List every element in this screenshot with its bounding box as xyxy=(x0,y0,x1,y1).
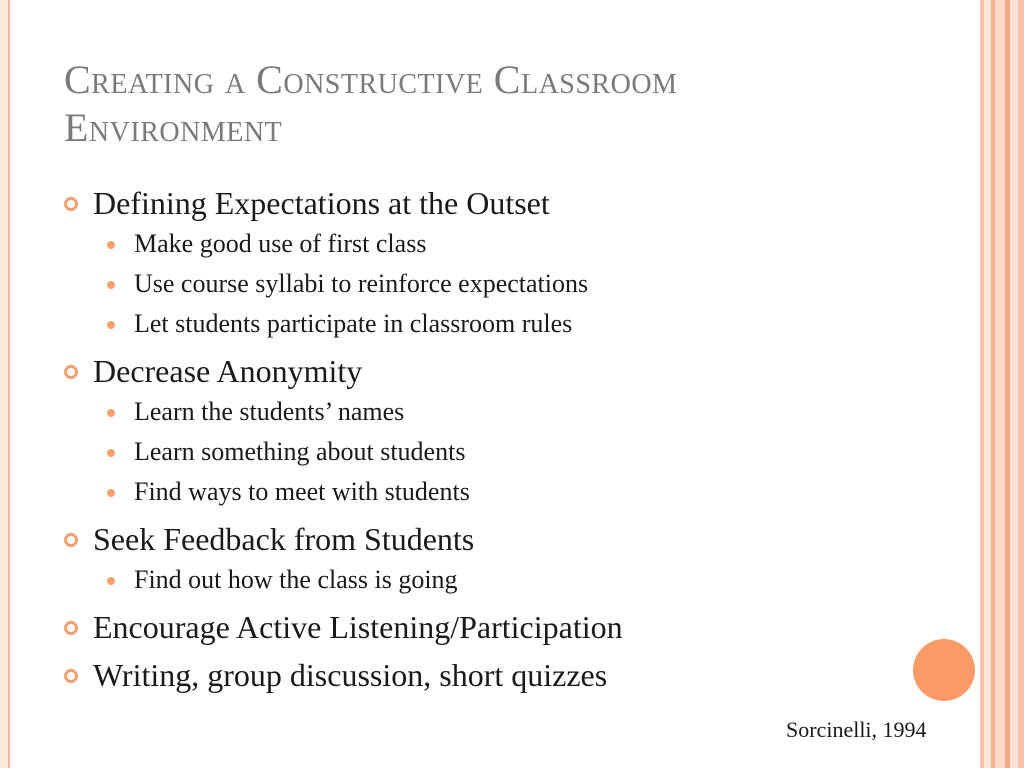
citation: Sorcinelli, 1994 xyxy=(786,717,927,742)
sub-bullet-text: Use course syllabi to reinforce expectations xyxy=(134,269,589,298)
bullet-writing-group-discussion xyxy=(62,654,922,696)
bullet-text: Encourage Active Listening/Participation xyxy=(93,609,623,645)
dot-bullet-icon xyxy=(107,449,115,457)
sub-bullet xyxy=(62,264,922,304)
right-stripe-4 xyxy=(995,0,1005,768)
sub-bullet xyxy=(62,560,922,600)
dot-bullet-icon xyxy=(107,281,115,289)
right-stripe-6 xyxy=(1010,0,1018,768)
bullet-text: Defining Expectations at the Outset xyxy=(93,185,550,221)
ring-bullet-icon xyxy=(64,197,78,211)
bullet-list xyxy=(62,182,922,696)
sub-bullet xyxy=(62,224,922,264)
decorative-circle xyxy=(913,639,975,701)
dot-bullet-icon xyxy=(107,241,115,249)
dot-bullet-icon xyxy=(107,489,115,497)
ring-bullet-icon xyxy=(64,621,78,635)
sub-bullet xyxy=(62,432,922,472)
bullet-active-listening xyxy=(62,606,922,648)
sub-bullet-text: Find ways to meet with students xyxy=(134,477,470,506)
sub-bullet-text: Learn the students’ names xyxy=(134,397,405,426)
ring-bullet-icon xyxy=(64,669,78,683)
dot-bullet-icon xyxy=(107,409,115,417)
sub-bullet-text: Learn something about students xyxy=(134,437,466,466)
bullet-defining-expectations xyxy=(62,182,922,224)
right-stripe-2 xyxy=(984,0,991,768)
sub-bullet-text: Make good use of first class xyxy=(134,229,427,258)
left-border-stripe xyxy=(0,0,8,768)
ring-bullet-icon xyxy=(64,533,78,547)
dot-bullet-icon xyxy=(107,577,115,585)
left-border-line xyxy=(8,0,10,768)
sub-bullet-text: Find out how the class is going xyxy=(134,565,458,594)
bullet-text: Decrease Anonymity xyxy=(93,353,363,389)
sub-bullet xyxy=(62,304,922,344)
sub-bullet-text: Let students participate in classroom rules xyxy=(134,309,573,338)
sub-bullet xyxy=(62,392,922,432)
sub-bullet xyxy=(62,472,922,512)
ring-bullet-icon xyxy=(64,365,78,379)
slide-title-line-1: Creating a Constructive Classroom xyxy=(64,57,678,102)
right-stripe-7 xyxy=(1018,0,1024,768)
slide-title xyxy=(64,56,904,152)
slide-title-line-2: Environment xyxy=(64,105,283,150)
bullet-text: Writing, group discussion, short quizzes xyxy=(93,657,608,693)
dot-bullet-icon xyxy=(107,321,115,329)
bullet-text: Seek Feedback from Students xyxy=(93,521,475,557)
bullet-seek-feedback xyxy=(62,518,922,560)
bullet-decrease-anonymity xyxy=(62,350,922,392)
